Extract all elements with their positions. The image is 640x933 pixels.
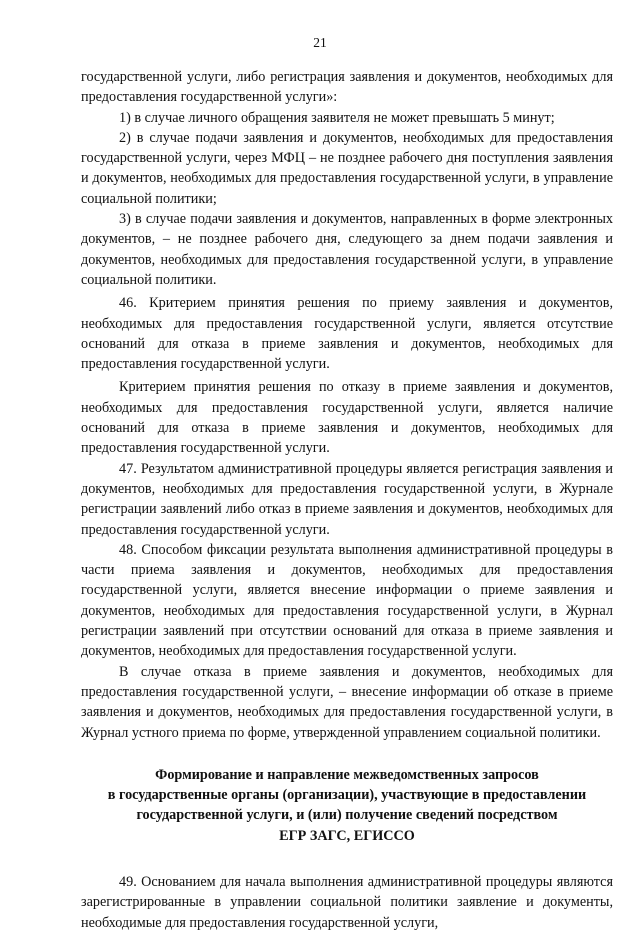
section-heading-line-1: Формирование и направление межведомственных запросов [155, 766, 539, 783]
section-heading [81, 765, 613, 846]
list-item-2: 2) в случае подачи заявления и документов, необходимых для предоставления государственной услуги, через МФЦ – не позднее рабочего дня поступления заявления и документов, необходимых для предоставления государственной услуги, в управление социальной политики; [81, 129, 613, 207]
paragraph-46: 46. Критерием принятия решения по приему заявления и документов, необходимых для предоставления государственной услуги, является отсутствие оснований для отказа в приеме заявления и документов, необходимых для предоставления государственной услуги. [81, 295, 613, 373]
paragraph-criterion-refusal: Критерием принятия решения по отказу в приеме заявления и документов, необходимых для предоставления государственной услуги, является наличие оснований для отказа в приеме заявления и документов, необходимых для предоставления государственной услуги. [81, 379, 613, 457]
paragraph-continuation: государственной услуги, либо регистрация заявления и документов, необходимых для предоставления государственной услуги»: [81, 69, 613, 106]
paragraph-refusal-case: В случае отказа в приеме заявления и документов, необходимых для предоставления государственной услуги, – внесение информации об отказе в приеме заявления и документов, необходимых для предоставления государственной услуги, в Журнал устного приема по форме, утвержденной управлением социальной политики. [81, 663, 613, 741]
section-heading-line-3: государственной услуги, и (или) получение сведений посредством [136, 807, 558, 824]
paragraph-48: 48. Способом фиксации результата выполнения административной процедуры в части приема заявления и документов, необходимых для предоставления государственной услуги, является внесение информации о приеме заявления и документов, необходимых для предоставления государственной услуги, в Журнал регистрации заявлений при отсутствии оснований для отказа в приеме заявления и документов, необходимых для предоставления государственной услуги. [81, 541, 613, 660]
section-heading-line-4: ЕГР ЗАГС, ЕГИССО [279, 827, 415, 844]
paragraph-49: 49. Основанием для начала выполнения административной процедуры являются зарегистрированные в управлении социальной политики заявление и документы, необходимые для предоставления государственной услуги, [81, 873, 613, 931]
list-item-3: 3) в случае подачи заявления и документов, направленных в форме электронных документов, – не позднее рабочего дня, следующего за днем подачи заявления и документов, необходимых для предоставления государственной услуги, в управление социальной политики. [81, 211, 613, 288]
section-heading-line-2: в государственные органы (организации), участвующие в предоставлении [107, 787, 587, 804]
paragraph-47: 47. Результатом административной процедуры является регистрация заявления и документов, необходимых для предоставления государственной услуги, в Журнале регистрации заявлений либо отказ в приеме заявления и документов, необходимых для предоставления государственной услуги. [81, 460, 613, 538]
page-number: 21 [313, 35, 327, 50]
document-body [81, 67, 613, 933]
list-item-1: 1) в случае личного обращения заявителя не может превышать 5 минут; [119, 109, 555, 126]
